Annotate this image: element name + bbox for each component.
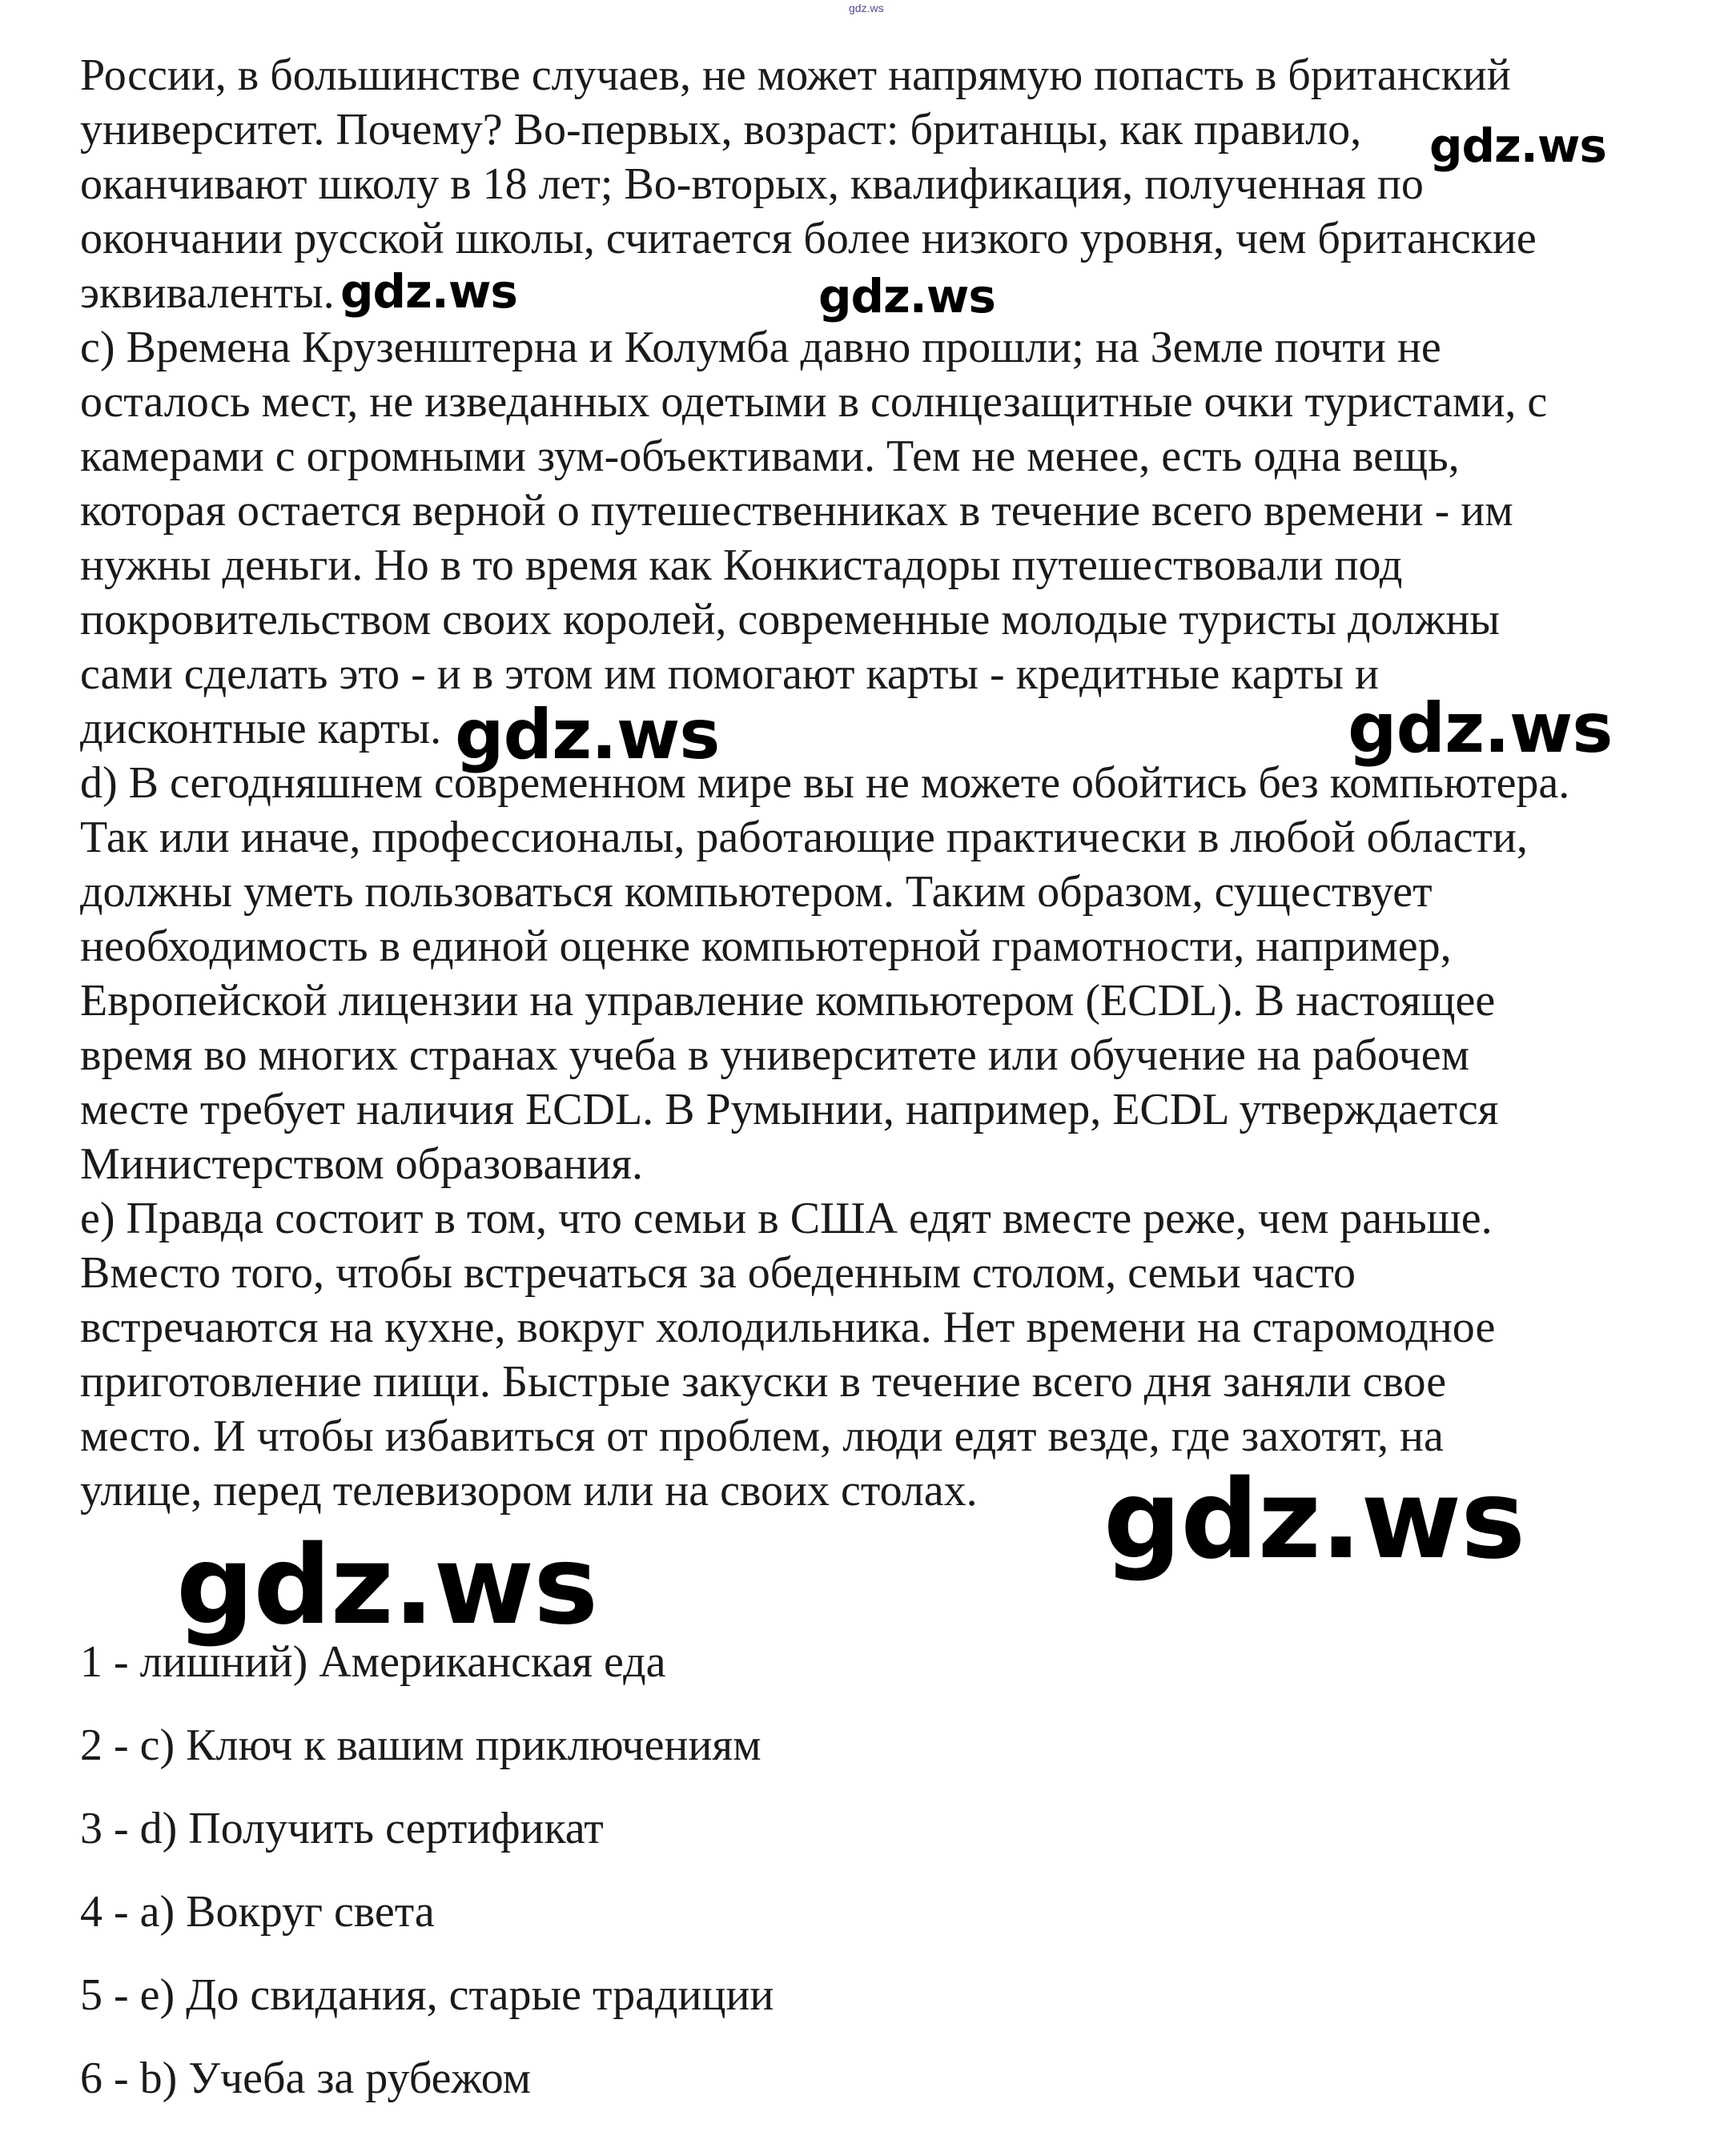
text-line: месте требует наличия ECDL. В Румынии, например, ECDL утверждается [80, 1085, 1499, 1134]
answer-item: 6 - b) Учеба за рубежом [80, 2054, 532, 2103]
text-line: c) Времена Крузенштерна и Колумба давно прошли; на Земле почти не [80, 323, 1441, 372]
top-watermark: gdz.ws [849, 2, 884, 14]
text-line: университет. Почему? Во-первых, возраст: британцы, как правило, [80, 105, 1362, 155]
text-line: необходимость в единой оценке компьютерной грамотности, например, [80, 921, 1452, 971]
text-line: e) Правда состоит в том, что семьи в США едят вместе реже, чем раньше. [80, 1194, 1493, 1243]
text-line: приготовление пищи. Быстрые закуски в течение всего дня заняли свое [80, 1357, 1447, 1407]
watermark: gdz.ws [340, 264, 517, 319]
text-line: осталось мест, не изведанных одетыми в солнцезащитные очки туристами, с [80, 377, 1548, 427]
answer-item: 5 - e) До свидания, старые традиции [80, 1970, 774, 2020]
text-line: Так или иначе, профессионалы, работающие практически в любой области, [80, 813, 1528, 862]
watermark: gdz.ws [1103, 1457, 1525, 1584]
text-line: нужны деньги. Но в то время как Конкистадоры путешествовали под [80, 540, 1403, 590]
text-line: Европейской лицензии на управление компьютером (ECDL). В настоящее [80, 976, 1496, 1026]
answer-item: 1 - лишний) Американская еда [80, 1637, 666, 1687]
text-line: сами сделать это - и в этом им помогают карты - кредитные карты и [80, 649, 1379, 699]
answer-item: 4 - a) Вокруг света [80, 1887, 435, 1937]
text-line: Вместо того, чтобы встречаться за обеденным столом, семьи часто [80, 1248, 1356, 1298]
text-line: должны уметь пользоваться компьютером. Таким образом, существует [80, 867, 1433, 917]
text-line: улице, перед телевизором или на своих столах. [80, 1466, 978, 1516]
answer-item: 2 - c) Ключ к вашим приключениям [80, 1720, 762, 1770]
text-line: место. И чтобы избавиться от проблем, люди едят везде, где захотят, на [80, 1411, 1444, 1461]
text-line: Министерством образования. [80, 1139, 644, 1189]
watermark: gdz.ws [176, 1523, 598, 1649]
answer-list [80, 1635, 1201, 2134]
answer-item: 3 - d) Получить сертификат [80, 1804, 604, 1853]
text-line: d) В сегодняшнем современном мире вы не можете обойтись без компьютера. [80, 758, 1570, 808]
watermark: gdz.ws [455, 695, 720, 775]
watermark: gdz.ws [818, 269, 995, 323]
text-line: оканчивают школу в 18 лет; Во-вторых, квалификация, полученная по [80, 159, 1424, 209]
text-line: которая остается верной о путешественниках в течение всего времени - им [80, 486, 1513, 536]
watermark: gdz.ws [1429, 118, 1606, 173]
text-line: встречаются на кухне, вокруг холодильника. Нет времени на старомодное [80, 1303, 1496, 1352]
text-line: камерами с огромными зум-объективами. Тем не менее, есть одна вещь, [80, 432, 1460, 481]
text-line: покровительством своих королей, современные молодые туристы должны [80, 595, 1500, 644]
text-line: окончании русской школы, считается более низкого уровня, чем британские [80, 214, 1537, 263]
text-line: эквиваленты. [80, 268, 335, 318]
text-line: дисконтные карты. [80, 704, 442, 753]
text-line: России, в большинстве случаев, не может напрямую попасть в британский [80, 50, 1511, 100]
text-line: время во многих странах учеба в университете или обучение на рабочем [80, 1030, 1470, 1080]
watermark: gdz.ws [1348, 689, 1613, 769]
